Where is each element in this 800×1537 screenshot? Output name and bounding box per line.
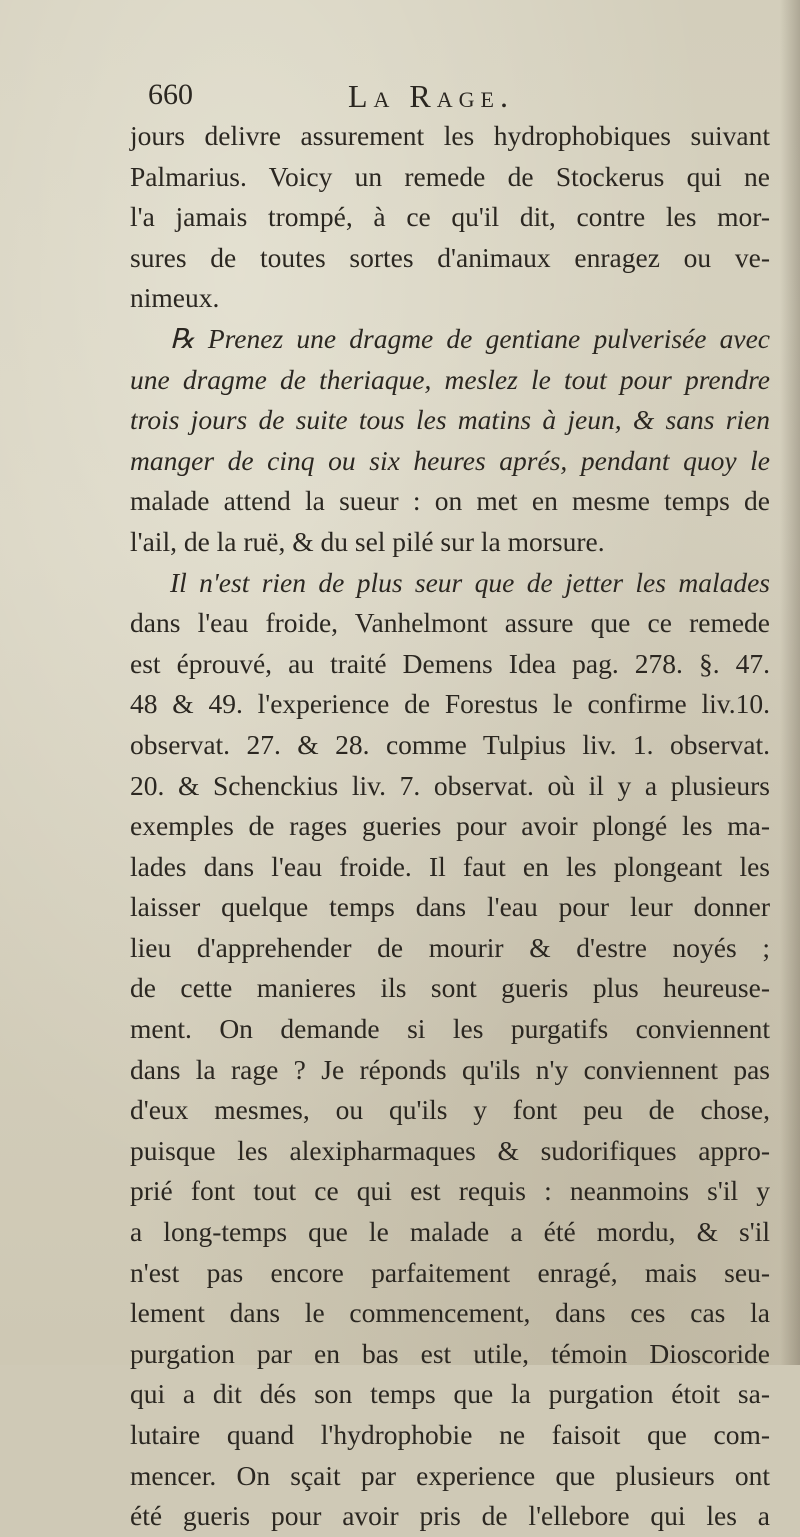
text-line: est éprouvé, au traité Demens Idea pag. 278. §. 47. [130,647,770,679]
page-header [148,78,748,118]
text-line: jours delivre assurement les hydrophobiques suivant [130,120,770,151]
text-line: ment. On demande si les purgatifs conviennent [130,1013,770,1045]
text-line: lutaire quand l'hydrophobie ne faisoit que com- [130,1419,770,1450]
text-line: Palmarius. Voicy un remede de Stockerus qui ne [130,160,770,192]
text-line: une dragme de theriaque, meslez le tout pour prendre [130,363,770,395]
text-line: manger de cinq ou six heures aprés, pendant quoy le [130,444,770,476]
text-line: nimeux. [130,282,220,314]
text-line: 48 & 49. l'experience de Forestus le confirme liv.10. [130,688,770,720]
text-line: sures de toutes sortes d'animaux enragez ou ve- [130,241,770,273]
page-number: 660 [148,78,193,111]
text-line: n'est pas encore parfaitement enragé, mais seu- [130,1256,770,1288]
text-line: 20. & Schenckius liv. 7. observat. où il y a plusieurs [130,769,770,801]
text-line: trois jours de suite tous les matins à jeun, & sans rien [130,404,770,436]
text-line: ℞ Prenez une dragme de gentiane pulverisée avec [170,322,770,354]
text-line: a long-temps que le malade a été mordu, & s'il [130,1216,770,1248]
body-text [130,116,770,1537]
text-line: mencer. On sçait par experience que plusieurs ont [130,1459,770,1491]
text-line: dans la rage ? Je réponds qu'ils n'y conviennent pas [130,1053,770,1085]
text-line: Il n'est rien de plus seur que de jetter les malades [170,566,770,598]
text-line: purgation par en bas est utile, témoin Dioscoride [130,1337,770,1369]
text-line: été gueris pour avoir pris de l'ellebore qui les a [130,1500,770,1532]
text-line: observat. 27. & 28. comme Tulpius liv. 1. observat. [130,728,770,760]
text-line: l'ail, de la ruë, & du sel pilé sur la morsure. [130,525,605,557]
text-line: dans l'eau froide, Vanhelmont assure que ce remede [130,607,770,639]
text-line: l'a jamais trompé, à ce qu'il dit, contre les mor- [130,201,770,233]
text-line: lement dans le commencement, dans ces cas la [130,1297,770,1329]
text-line: exemples de rages gueries pour avoir plongé les ma- [130,810,770,842]
text-line: puisque les alexipharmaques & sudorifiques appro- [130,1134,770,1166]
text-line: lieu d'apprehender de mourir & d'estre noyés ; [130,931,770,963]
text-line: malade attend la sueur : on met en mesme temps de [130,485,770,517]
running-title: La Rage. [348,78,514,114]
text-line: prié font tout ce qui est requis : neanmoins s'il y [130,1175,770,1207]
text-line: d'eux mesmes, ou qu'ils y font peu de chose, [130,1094,770,1126]
text-line: laisser quelque temps dans l'eau pour leur donner [130,891,770,923]
page-edge-shadow [780,0,800,1365]
text-line: qui a dit dés son temps que la purgation étoit sa- [130,1378,770,1410]
text-line: de cette manieres ils sont gueris plus heureuse- [130,972,770,1004]
text-line: lades dans l'eau froide. Il faut en les plongeant les [130,850,770,882]
